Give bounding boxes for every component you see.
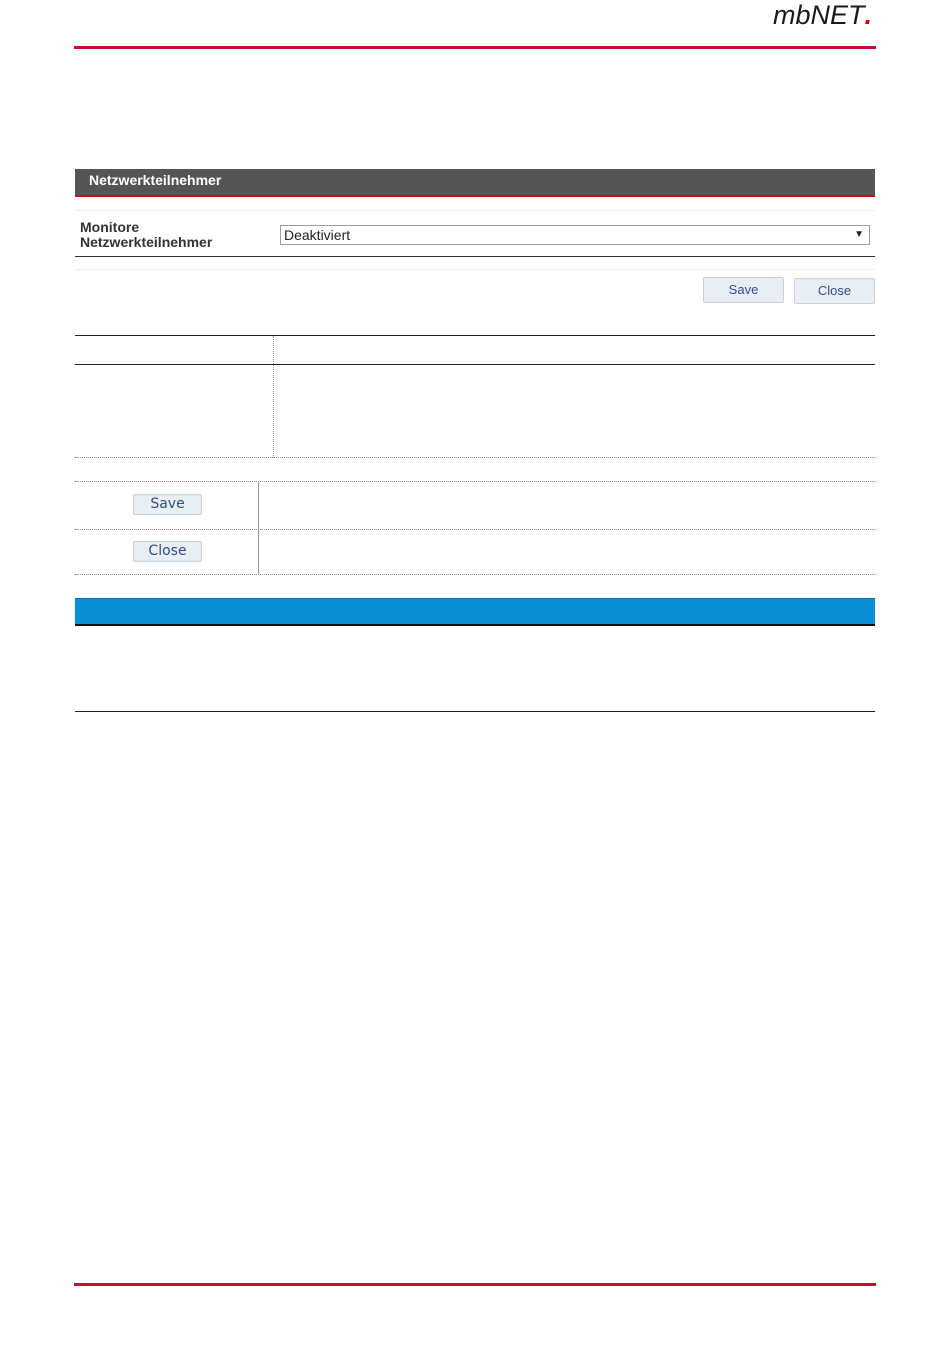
separator [75, 269, 875, 270]
form-row-monitor [75, 210, 875, 257]
column-divider [273, 336, 274, 458]
column-divider [258, 481, 259, 575]
monitor-select[interactable] [280, 225, 870, 245]
panel-header [75, 169, 875, 197]
field-label [80, 220, 212, 250]
button-description-table [75, 481, 875, 575]
row-divider [75, 574, 875, 575]
footer-rule [74, 1283, 876, 1286]
field-label-line1: Monitore [80, 219, 140, 235]
panel-title: Netzwerkteilnehmer [89, 172, 222, 188]
table-header-row [75, 336, 875, 365]
header-rule [74, 46, 876, 49]
dropdown-arrow-icon: ▼ [854, 229, 864, 240]
mbnet-logo: mbNET. [772, 0, 872, 30]
close-button-sample[interactable]: Close [133, 541, 202, 562]
close-button[interactable]: Close [794, 278, 875, 304]
row-divider [75, 481, 875, 482]
row-divider [75, 529, 875, 530]
table-bottom-line [75, 457, 875, 458]
info-bar [75, 598, 875, 626]
section-end-rule [75, 711, 875, 712]
description-table [75, 335, 875, 458]
save-button[interactable]: Save [703, 277, 784, 303]
save-button-sample[interactable]: Save [133, 494, 202, 515]
select-value: Deaktiviert [284, 227, 351, 243]
field-label-line2: Netzwerkteilnehmer [80, 234, 213, 250]
